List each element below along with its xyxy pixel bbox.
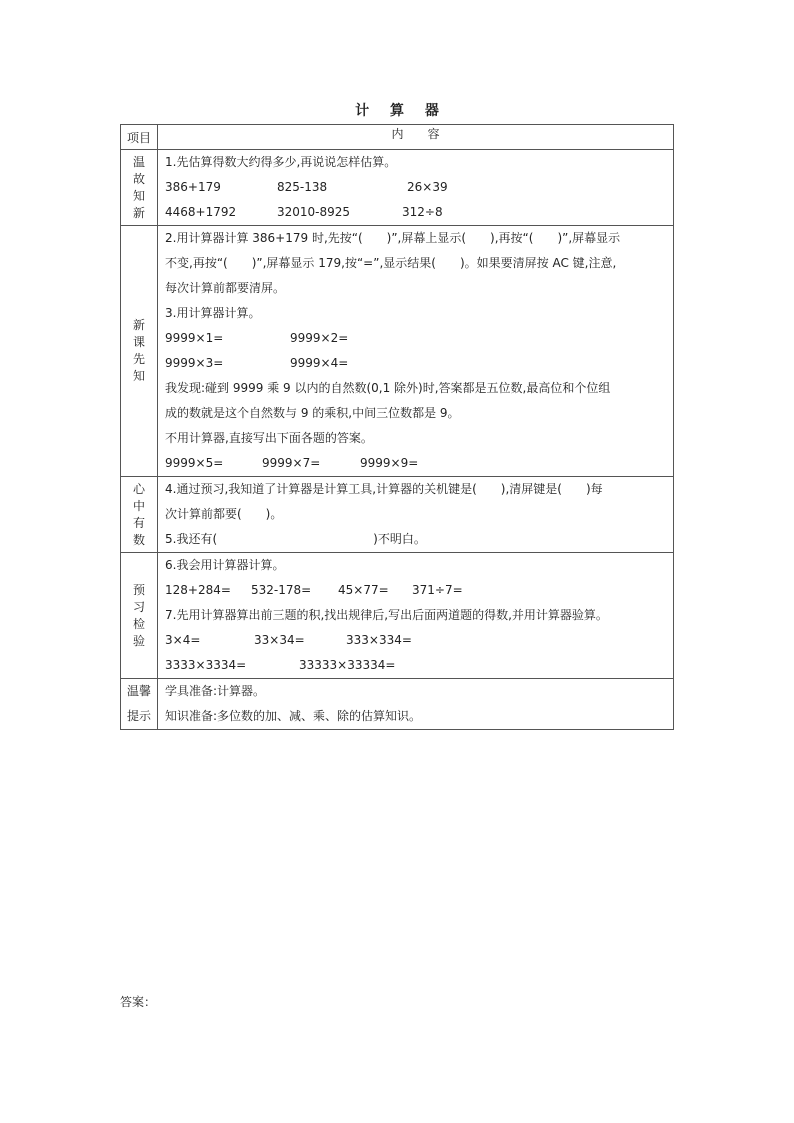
exercise: 9999×2= — [290, 331, 349, 345]
header-item: 项目 — [121, 125, 158, 150]
exercise-row — [165, 326, 667, 351]
exercise: 9999×4= — [290, 356, 349, 370]
question-6: 6.我会用计算器计算。 — [165, 558, 285, 572]
title-char: 计 — [355, 103, 370, 119]
question-1: 1.先估算得数大约得多少,再说说怎样估算。 — [165, 155, 397, 169]
section-label-reflect: 心中有数 — [132, 481, 145, 547]
exercise: 9999×1= — [165, 331, 224, 345]
exercise: 9999×3= — [165, 356, 224, 370]
question-2-line: 2.用计算器计算 386+179 时,先按“( )”,屏幕上显示( ),再按“( )”,屏幕显示 — [165, 231, 621, 245]
exercise-row — [165, 578, 667, 603]
section-label-review: 温故知新 — [132, 154, 145, 220]
question-2-line: 不变,再按“( )”,屏幕显示 179,按“=”,显示结果( )。如果要清屏按 AC 键,注意, — [165, 256, 617, 270]
finding-line: 我发现:碰到 9999 乘 9 以内的自然数(0,1 除外)时,答案都是五位数,最高位和个位组 — [165, 381, 611, 395]
table-header-row — [121, 125, 674, 150]
page-title — [0, 100, 794, 120]
exercise: 33×34= — [254, 633, 305, 647]
exercise: 371÷7= — [412, 583, 463, 597]
exercise: 312÷8 — [402, 205, 443, 219]
question-3: 3.用计算器计算。 — [165, 306, 261, 320]
exercise: 4468+1792 — [165, 205, 237, 219]
exercise-row — [165, 351, 667, 376]
exercise-row — [165, 653, 667, 678]
question-2-line: 每次计算前都要清屏。 — [165, 281, 286, 295]
exercise: 26×39 — [407, 180, 448, 194]
question-4-line: 4.通过预习,我知道了计算器是计算工具,计算器的关机键是( ),清屏键是( )每 — [165, 482, 603, 496]
section-label-preview: 新课先知 — [132, 318, 145, 383]
exercise: 333×334= — [346, 633, 412, 647]
header-content: 内 容 — [158, 125, 674, 150]
exercise-row — [165, 628, 667, 653]
exercise: 32010-8925 — [277, 205, 351, 219]
section-label-tips: 温馨 — [126, 684, 151, 698]
answer-label: 答案： — [120, 995, 157, 1009]
exercise: 386+179 — [165, 180, 221, 194]
exercise: 3333×3334= — [165, 658, 247, 672]
direct-instruction: 不用计算器,直接写出下面各题的答案。 — [165, 431, 373, 445]
exercise: 9999×9= — [360, 456, 419, 470]
exercise: 532-178= — [251, 583, 312, 597]
section-check — [121, 553, 674, 679]
question-4-line: 次计算前都要( )。 — [165, 507, 283, 521]
exercise-row — [165, 200, 667, 225]
exercise: 825-138 — [277, 180, 328, 194]
exercise: 9999×5= — [165, 456, 224, 470]
section-review — [121, 150, 674, 226]
title-char: 算 — [390, 103, 404, 119]
question-7: 7.先用计算器算出前三题的积,找出规律后,写出后面两道题的得数,并用计算器验算。 — [165, 608, 608, 622]
exercise: 33333×33334= — [299, 658, 396, 672]
title-char: 器 — [424, 103, 439, 119]
exercise-row — [165, 175, 667, 200]
finding-line: 成的数就是这个自然数与 9 的乘积,中间三位数都是 9。 — [165, 406, 460, 420]
exercise-row — [165, 451, 667, 476]
exercise: 45×77= — [338, 583, 389, 597]
section-label-check: 预习检验 — [132, 582, 145, 648]
tip-tools: 学具准备:计算器。 — [165, 684, 266, 698]
tip-knowledge: 知识准备:多位数的加、减、乘、除的估算知识。 — [165, 709, 422, 723]
section-preview — [121, 226, 674, 477]
preview-table — [120, 124, 674, 730]
section-label-tips: 提示 — [126, 709, 151, 723]
section-tips — [121, 679, 674, 730]
exercise: 128+284= — [165, 583, 231, 597]
question-5: 5.我还有( )不明白。 — [165, 532, 426, 546]
section-reflect — [121, 477, 674, 553]
exercise: 9999×7= — [262, 456, 321, 470]
exercise: 3×4= — [165, 633, 201, 647]
